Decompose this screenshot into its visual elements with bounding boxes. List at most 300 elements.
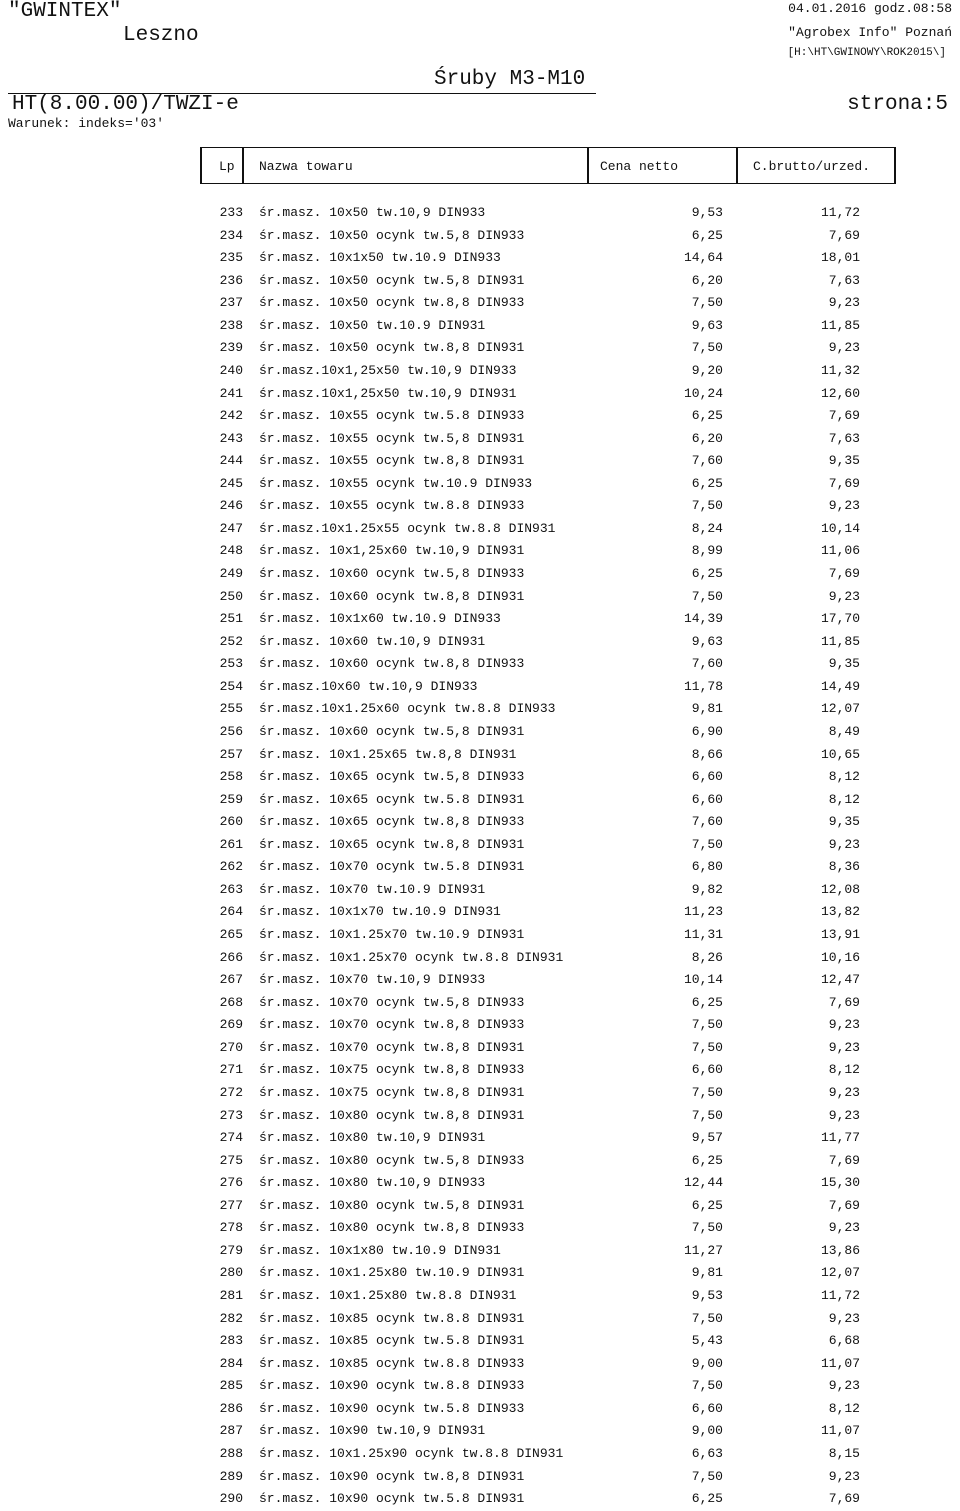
- row-gross-price: 9,23: [828, 498, 860, 514]
- row-lp: 268: [219, 994, 243, 1010]
- row-gross-price: 7,69: [828, 1491, 860, 1507]
- row-name: śr.masz. 10x50 ocynk tw.8,8 DIN933: [259, 295, 525, 311]
- table-row: [0, 1285, 960, 1308]
- row-gross-price: 9,23: [828, 295, 860, 311]
- row-lp: 277: [219, 1197, 243, 1213]
- table-row: [0, 1353, 960, 1376]
- row-lp: 257: [219, 746, 243, 762]
- row-lp: 235: [219, 250, 243, 266]
- row-lp: 265: [219, 927, 243, 942]
- row-gross-price: 18,01: [820, 250, 860, 266]
- table-row: [0, 360, 960, 383]
- row-net-price: 6,25: [691, 227, 723, 243]
- row-name: śr.masz. 10x1.25x80 tw.10.9 DIN931: [259, 1265, 525, 1281]
- company-city: Leszno: [123, 24, 199, 47]
- header-bottom-rule: [200, 183, 896, 184]
- print-datetime: 04.01.2016 godz.08:58: [788, 1, 952, 16]
- row-lp: 261: [219, 836, 243, 852]
- row-name: śr.masz. 10x60 tw.10,9 DIN931: [259, 633, 486, 649]
- row-gross-price: 10,16: [820, 949, 860, 965]
- row-gross-price: 10,14: [820, 520, 860, 536]
- row-name: śr.masz.10x1,25x50 tw.10,9 DIN933: [259, 362, 517, 378]
- row-net-price: 14,39: [683, 611, 723, 627]
- table-row: [0, 856, 960, 879]
- row-net-price: 6,20: [691, 272, 723, 288]
- row-lp: 233: [219, 205, 243, 220]
- table-row: [0, 540, 960, 563]
- row-name: śr.masz. 10x55 ocynk tw.8.8 DIN933: [259, 498, 525, 514]
- table-row: [0, 1059, 960, 1082]
- table-row: [0, 924, 960, 947]
- table-row: [0, 473, 960, 496]
- row-net-price: 7,50: [691, 1310, 723, 1326]
- row-gross-price: 8,12: [828, 791, 860, 807]
- header-divider: [587, 147, 589, 184]
- row-lp: 272: [219, 1084, 243, 1100]
- header-divider: [200, 147, 202, 184]
- table-row: [0, 811, 960, 834]
- row-gross-price: 9,23: [828, 836, 860, 852]
- row-lp: 274: [219, 1130, 243, 1146]
- row-net-price: 7,50: [691, 340, 723, 356]
- row-name: śr.masz. 10x50 ocynk tw.8,8 DIN931: [259, 340, 525, 356]
- header-top-rule: [200, 147, 896, 148]
- row-lp: 245: [219, 475, 243, 491]
- row-net-price: 7,50: [691, 1220, 723, 1236]
- row-name: śr.masz. 10x65 ocynk tw.5,8 DIN933: [259, 769, 525, 785]
- row-lp: 252: [219, 633, 243, 649]
- row-lp: 253: [219, 656, 243, 672]
- row-lp: 255: [219, 701, 243, 717]
- row-lp: 266: [219, 949, 243, 965]
- row-gross-price: 8,36: [828, 859, 860, 875]
- table-row: [0, 1037, 960, 1060]
- row-lp: 237: [219, 295, 243, 311]
- row-lp: 286: [219, 1400, 243, 1416]
- row-lp: 285: [219, 1378, 243, 1394]
- table-row: [0, 518, 960, 541]
- row-name: śr.masz.10x1.25x55 ocynk tw.8.8 DIN931: [259, 520, 556, 536]
- row-name: śr.masz. 10x70 tw.10,9 DIN933: [259, 972, 486, 988]
- row-net-price: 12,44: [683, 1175, 723, 1191]
- row-gross-price: 17,70: [820, 611, 860, 627]
- row-name: śr.masz. 10x90 ocynk tw.5.8 DIN933: [259, 1400, 525, 1416]
- row-net-price: 11,78: [683, 678, 723, 694]
- row-lp: 280: [219, 1265, 243, 1281]
- row-net-price: 6,25: [691, 566, 723, 581]
- row-lp: 234: [219, 227, 243, 243]
- row-gross-price: 6,68: [828, 1333, 860, 1349]
- row-lp: 282: [219, 1310, 243, 1326]
- col-header-gross-price: C.brutto/urzed.: [753, 159, 871, 174]
- row-gross-price: 11,85: [820, 317, 860, 333]
- table-row: [0, 1014, 960, 1037]
- row-name: śr.masz. 10x50 ocynk tw.5,8 DIN931: [259, 272, 525, 288]
- row-name: śr.masz. 10x80 ocynk tw.5,8 DIN933: [259, 1152, 525, 1168]
- row-gross-price: 12,60: [820, 385, 860, 401]
- row-gross-price: 7,69: [828, 475, 860, 491]
- row-net-price: 6,80: [691, 859, 723, 875]
- table-row: [0, 947, 960, 970]
- row-gross-price: 9,23: [828, 1378, 860, 1394]
- row-net-price: 6,25: [691, 408, 723, 424]
- row-lp: 236: [219, 272, 243, 288]
- row-net-price: 8,66: [691, 746, 723, 762]
- row-name: śr.masz. 10x60 ocynk tw.8,8 DIN931: [259, 588, 525, 604]
- table-row: [0, 1262, 960, 1285]
- row-net-price: 6,90: [691, 723, 723, 739]
- row-net-price: 7,50: [691, 1039, 723, 1055]
- table-row: [0, 495, 960, 518]
- row-net-price: 6,25: [691, 475, 723, 491]
- row-name: śr.masz. 10x60 ocynk tw.8,8 DIN933: [259, 656, 525, 672]
- row-net-price: 7,50: [691, 498, 723, 514]
- row-net-price: 11,31: [683, 927, 723, 942]
- table-row: [0, 1150, 960, 1173]
- row-net-price: 11,23: [683, 904, 723, 920]
- row-name: śr.masz. 10x50 tw.10,9 DIN933: [259, 205, 486, 220]
- row-net-price: 7,50: [691, 588, 723, 604]
- row-gross-price: 8,12: [828, 769, 860, 785]
- table-row: [0, 1398, 960, 1421]
- row-name: śr.masz. 10x70 ocynk tw.8,8 DIN933: [259, 1017, 525, 1033]
- row-name: śr.masz. 10x1,25x60 tw.10,9 DIN931: [259, 543, 525, 559]
- row-net-price: 7,50: [691, 1084, 723, 1100]
- table-row: [0, 247, 960, 270]
- row-net-price: 6,25: [691, 1152, 723, 1168]
- header-divider: [736, 147, 738, 184]
- row-lp: 256: [219, 723, 243, 739]
- table-row: [0, 766, 960, 789]
- table-row: [0, 789, 960, 812]
- row-net-price: 8,24: [691, 520, 723, 536]
- table-row: [0, 992, 960, 1015]
- table-row: [0, 405, 960, 428]
- table-row: [0, 631, 960, 654]
- header-divider: [894, 147, 896, 184]
- row-gross-price: 11,72: [820, 205, 860, 220]
- table-row: [0, 270, 960, 293]
- row-gross-price: 9,23: [828, 588, 860, 604]
- table-row: [0, 1488, 960, 1511]
- table-row: [0, 698, 960, 721]
- row-gross-price: 7,63: [828, 272, 860, 288]
- table-row: [0, 383, 960, 406]
- row-net-price: 9,00: [691, 1355, 723, 1371]
- row-lp: 246: [219, 498, 243, 514]
- row-net-price: 9,57: [691, 1130, 723, 1146]
- row-net-price: 8,99: [691, 543, 723, 559]
- row-name: śr.masz.10x1,25x50 tw.10,9 DIN931: [259, 385, 517, 401]
- table-row: [0, 1127, 960, 1150]
- table-row: [0, 225, 960, 248]
- table-row: [0, 586, 960, 609]
- row-net-price: 6,63: [691, 1445, 723, 1461]
- row-name: śr.masz. 10x1x50 tw.10.9 DIN933: [259, 250, 501, 266]
- row-gross-price: 9,23: [828, 1017, 860, 1033]
- row-name: śr.masz. 10x90 ocynk tw.8.8 DIN933: [259, 1378, 525, 1394]
- row-name: śr.masz. 10x90 ocynk tw.8,8 DIN931: [259, 1468, 525, 1484]
- row-name: śr.masz. 10x85 ocynk tw.8.8 DIN931: [259, 1310, 525, 1326]
- row-lp: 244: [219, 453, 243, 469]
- header-divider: [242, 147, 244, 184]
- row-lp: 289: [219, 1468, 243, 1484]
- row-gross-price: 11,07: [820, 1423, 860, 1439]
- row-gross-price: 9,23: [828, 1107, 860, 1123]
- row-name: śr.masz. 10x50 tw.10.9 DIN931: [259, 317, 486, 333]
- row-lp: 238: [219, 317, 243, 333]
- row-net-price: 7,60: [691, 814, 723, 830]
- row-lp: 247: [219, 520, 243, 536]
- row-name: śr.masz. 10x55 ocynk tw.10.9 DIN933: [259, 475, 533, 491]
- table-row: [0, 1105, 960, 1128]
- row-net-price: 7,50: [691, 836, 723, 852]
- row-lp: 241: [219, 385, 243, 401]
- row-name: śr.masz. 10x60 ocynk tw.5,8 DIN933: [259, 566, 525, 581]
- row-name: śr.masz. 10x80 ocynk tw.8,8 DIN933: [259, 1220, 525, 1236]
- row-name: śr.masz. 10x70 tw.10.9 DIN931: [259, 881, 486, 897]
- row-name: śr.masz. 10x65 ocynk tw.8,8 DIN931: [259, 836, 525, 852]
- row-lp: 281: [219, 1288, 243, 1303]
- row-gross-price: 13,82: [820, 904, 860, 920]
- row-net-price: 7,50: [691, 295, 723, 311]
- row-net-price: 7,50: [691, 1107, 723, 1123]
- row-name: śr.masz. 10x1x70 tw.10.9 DIN931: [259, 904, 501, 920]
- file-path: [H:\HT\GWINOWY\ROK2015\]: [787, 47, 946, 59]
- row-name: śr.masz. 10x55 ocynk tw.8,8 DIN931: [259, 453, 525, 469]
- row-net-price: 5,43: [691, 1333, 723, 1349]
- row-net-price: 11,27: [683, 1242, 723, 1258]
- row-gross-price: 12,07: [820, 1265, 860, 1281]
- row-name: śr.masz. 10x1.25x70 ocynk tw.8.8 DIN931: [259, 949, 564, 965]
- table-row: [0, 1082, 960, 1105]
- row-gross-price: 9,23: [828, 1220, 860, 1236]
- row-lp: 287: [219, 1423, 243, 1439]
- row-lp: 248: [219, 543, 243, 559]
- table-row: [0, 315, 960, 338]
- table-row: [0, 879, 960, 902]
- row-name: śr.masz. 10x90 ocynk tw.5.8 DIN931: [259, 1491, 525, 1507]
- row-gross-price: 9,35: [828, 656, 860, 672]
- table-row: [0, 1217, 960, 1240]
- row-gross-price: 8,12: [828, 1400, 860, 1416]
- row-net-price: 7,50: [691, 1378, 723, 1394]
- row-gross-price: 14,49: [820, 678, 860, 694]
- table-row: [0, 1308, 960, 1331]
- row-net-price: 6,25: [691, 994, 723, 1010]
- table-row: [0, 969, 960, 992]
- row-net-price: 8,26: [691, 949, 723, 965]
- row-lp: 290: [219, 1491, 243, 1507]
- row-net-price: 9,53: [691, 1288, 723, 1303]
- row-gross-price: 11,06: [820, 543, 860, 559]
- row-lp: 288: [219, 1445, 243, 1461]
- row-gross-price: 9,35: [828, 814, 860, 830]
- table-row: [0, 608, 960, 631]
- table-row: [0, 1375, 960, 1398]
- row-net-price: 7,50: [691, 1017, 723, 1033]
- row-name: śr.masz. 10x1.25x70 tw.10.9 DIN931: [259, 927, 525, 942]
- row-gross-price: 7,69: [828, 408, 860, 424]
- table-row: [0, 450, 960, 473]
- row-name: śr.masz. 10x60 ocynk tw.5,8 DIN931: [259, 723, 525, 739]
- row-lp: 262: [219, 859, 243, 875]
- row-lp: 254: [219, 678, 243, 694]
- row-net-price: 6,25: [691, 1491, 723, 1507]
- row-net-price: 6,60: [691, 769, 723, 785]
- table-header: [200, 147, 896, 185]
- row-lp: 273: [219, 1107, 243, 1123]
- row-gross-price: 11,32: [820, 362, 860, 378]
- row-name: śr.masz. 10x50 ocynk tw.5,8 DIN933: [259, 227, 525, 243]
- table-row: [0, 901, 960, 924]
- row-lp: 271: [219, 1062, 243, 1078]
- row-name: śr.masz. 10x80 tw.10,9 DIN933: [259, 1175, 486, 1191]
- row-lp: 284: [219, 1355, 243, 1371]
- row-name: śr.masz. 10x80 ocynk tw.5,8 DIN931: [259, 1197, 525, 1213]
- table-row: [0, 1443, 960, 1466]
- software-vendor: "Agrobex Info" Poznań: [788, 25, 952, 40]
- row-gross-price: 9,23: [828, 340, 860, 356]
- row-gross-price: 15,30: [820, 1175, 860, 1191]
- row-lp: 240: [219, 362, 243, 378]
- row-name: śr.masz.10x1.25x60 ocynk tw.8.8 DIN933: [259, 701, 556, 717]
- row-net-price: 9,63: [691, 633, 723, 649]
- row-name: śr.masz. 10x80 tw.10,9 DIN931: [259, 1130, 486, 1146]
- table-row: [0, 202, 960, 225]
- row-name: śr.masz. 10x90 tw.10,9 DIN931: [259, 1423, 486, 1439]
- row-gross-price: 11,07: [820, 1355, 860, 1371]
- row-lp: 263: [219, 881, 243, 897]
- row-net-price: 9,53: [691, 205, 723, 220]
- row-net-price: 14,64: [683, 250, 723, 266]
- row-name: śr.masz. 10x70 ocynk tw.5.8 DIN931: [259, 859, 525, 875]
- report-code: HT(8.00.00)/TWZI-e: [12, 93, 239, 116]
- row-net-price: 6,60: [691, 1400, 723, 1416]
- row-net-price: 6,25: [691, 1197, 723, 1213]
- company-name: "GWINTEX": [8, 0, 122, 23]
- row-gross-price: 9,23: [828, 1084, 860, 1100]
- row-lp: 275: [219, 1152, 243, 1168]
- row-gross-price: 8,49: [828, 723, 860, 739]
- row-gross-price: 8,12: [828, 1062, 860, 1078]
- row-net-price: 9,00: [691, 1423, 723, 1439]
- row-name: śr.masz. 10x1.25x90 ocynk tw.8.8 DIN931: [259, 1445, 564, 1461]
- table-row: [0, 1420, 960, 1443]
- row-name: śr.masz. 10x65 ocynk tw.8,8 DIN933: [259, 814, 525, 830]
- row-net-price: 10,24: [683, 385, 723, 401]
- table-row: [0, 337, 960, 360]
- row-gross-price: 9,23: [828, 1039, 860, 1055]
- row-name: śr.masz. 10x75 ocynk tw.8,8 DIN931: [259, 1084, 525, 1100]
- row-lp: 259: [219, 791, 243, 807]
- table-row: [0, 744, 960, 767]
- row-name: śr.masz. 10x1.25x65 tw.8,8 DIN931: [259, 746, 517, 762]
- row-name: śr.masz. 10x70 ocynk tw.5,8 DIN933: [259, 994, 525, 1010]
- row-net-price: 9,20: [691, 362, 723, 378]
- row-gross-price: 11,77: [820, 1130, 860, 1146]
- row-lp: 267: [219, 972, 243, 988]
- row-gross-price: 12,07: [820, 701, 860, 717]
- row-net-price: 6,20: [691, 430, 723, 446]
- row-gross-price: 8,15: [828, 1445, 860, 1461]
- row-gross-price: 13,86: [820, 1242, 860, 1258]
- row-net-price: 6,60: [691, 791, 723, 807]
- row-net-price: 7,60: [691, 656, 723, 672]
- row-name: śr.masz. 10x70 ocynk tw.8,8 DIN931: [259, 1039, 525, 1055]
- row-name: śr.masz. 10x85 ocynk tw.8.8 DIN933: [259, 1355, 525, 1371]
- row-lp: 242: [219, 408, 243, 424]
- row-name: śr.masz. 10x55 ocynk tw.5.8 DIN933: [259, 408, 525, 424]
- col-header-name: Nazwa towaru: [259, 159, 353, 174]
- row-gross-price: 9,23: [828, 1468, 860, 1484]
- table-row: [0, 1195, 960, 1218]
- row-gross-price: 9,23: [828, 1310, 860, 1326]
- row-gross-price: 7,69: [828, 1197, 860, 1213]
- row-lp: 258: [219, 769, 243, 785]
- row-net-price: 6,60: [691, 1062, 723, 1078]
- row-gross-price: 9,35: [828, 453, 860, 469]
- row-name: śr.masz. 10x85 ocynk tw.5.8 DIN931: [259, 1333, 525, 1349]
- row-gross-price: 12,08: [820, 881, 860, 897]
- row-name: śr.masz. 10x1x60 tw.10.9 DIN933: [259, 611, 501, 627]
- row-gross-price: 7,69: [828, 994, 860, 1010]
- row-gross-price: 7,63: [828, 430, 860, 446]
- table-row: [0, 653, 960, 676]
- col-header-lp: Lp: [219, 159, 235, 174]
- row-lp: 283: [219, 1333, 243, 1349]
- page-number: strona:5: [847, 93, 948, 116]
- report-title: Śruby M3-M10: [434, 68, 586, 91]
- table-row: [0, 563, 960, 586]
- row-gross-price: 7,69: [828, 566, 860, 581]
- table-row: [0, 292, 960, 315]
- table-row: [0, 1172, 960, 1195]
- row-gross-price: 12,47: [820, 972, 860, 988]
- row-gross-price: 13,91: [820, 927, 860, 942]
- row-lp: 269: [219, 1017, 243, 1033]
- table-row: [0, 428, 960, 451]
- row-lp: 249: [219, 566, 243, 581]
- col-header-net-price: Cena netto: [600, 159, 679, 174]
- row-lp: 243: [219, 430, 243, 446]
- row-lp: 270: [219, 1039, 243, 1055]
- row-lp: 264: [219, 904, 243, 920]
- product-table-body: [0, 202, 960, 1511]
- row-lp: 279: [219, 1242, 243, 1258]
- row-gross-price: 11,85: [820, 633, 860, 649]
- table-row: [0, 721, 960, 744]
- row-gross-price: 10,65: [820, 746, 860, 762]
- row-net-price: 9,81: [691, 701, 723, 717]
- row-net-price: 7,60: [691, 453, 723, 469]
- row-gross-price: 7,69: [828, 1152, 860, 1168]
- table-row: [0, 1466, 960, 1489]
- row-net-price: 10,14: [683, 972, 723, 988]
- row-lp: 260: [219, 814, 243, 830]
- row-lp: 250: [219, 588, 243, 604]
- row-lp: 251: [219, 611, 243, 627]
- row-gross-price: 11,72: [820, 1288, 860, 1303]
- row-gross-price: 7,69: [828, 227, 860, 243]
- row-name: śr.masz. 10x55 ocynk tw.5,8 DIN931: [259, 430, 525, 446]
- table-row: [0, 1330, 960, 1353]
- row-name: śr.masz. 10x75 ocynk tw.8,8 DIN933: [259, 1062, 525, 1078]
- row-net-price: 7,50: [691, 1468, 723, 1484]
- row-name: śr.masz. 10x80 ocynk tw.8,8 DIN931: [259, 1107, 525, 1123]
- row-name: śr.masz. 10x1.25x80 tw.8.8 DIN931: [259, 1288, 517, 1303]
- table-row: [0, 676, 960, 699]
